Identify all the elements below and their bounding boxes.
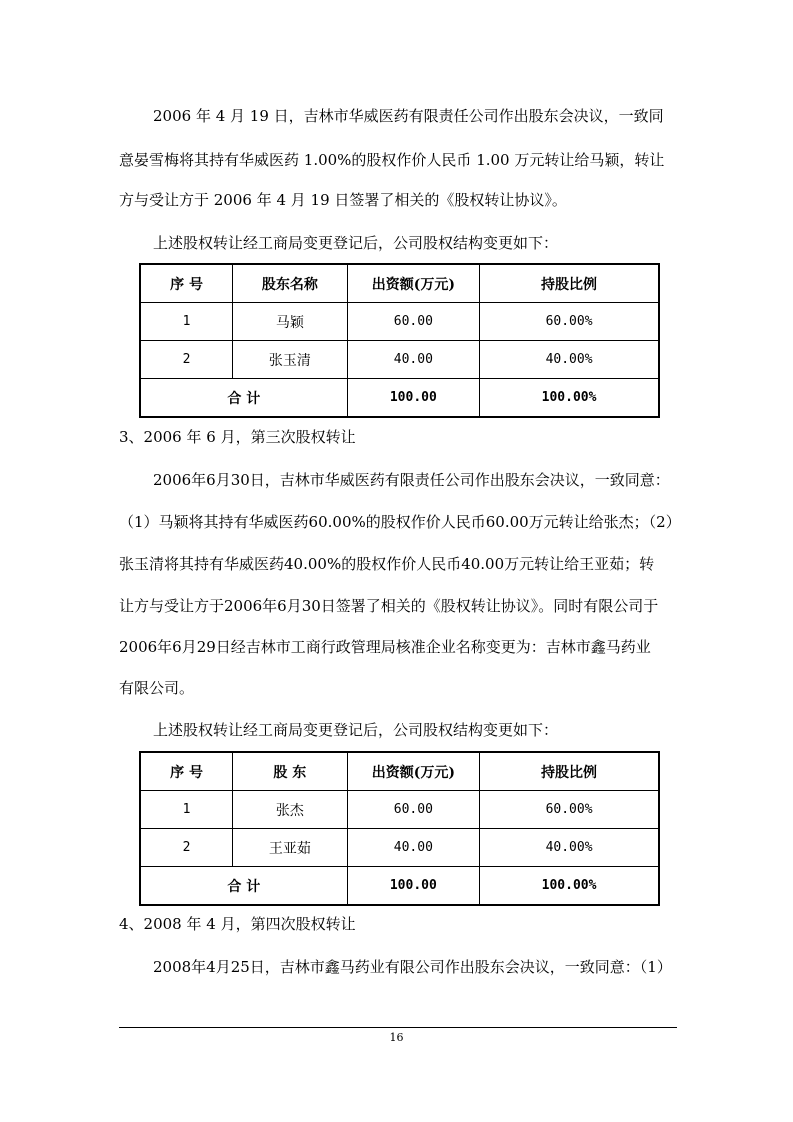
page-number: 16 — [389, 1031, 404, 1044]
paragraph-line: 2006 年 4 月 19 日，吉林市华威医药有限责任公司作出股东会决议，一致同 — [153, 107, 664, 125]
table-row — [140, 341, 659, 379]
header-cell-name: 股东名称 — [233, 264, 347, 303]
table-row — [140, 791, 659, 829]
paragraph-line: 让方与受让方于2006年6月30日签署了相关的《股权转让协议》。同时有限公司于 — [119, 597, 659, 615]
total-ratio: 100.00% — [480, 867, 659, 906]
paragraph-line: 2006年6月30日，吉林市华威医药有限责任公司作出股东会决议，一致同意： — [153, 471, 670, 489]
footer-divider — [119, 1027, 677, 1028]
paragraph-line: 方与受让方于 2006 年 4 月 19 日签署了相关的《股权转让协议》。 — [119, 191, 567, 209]
cell-ratio: 60.00% — [480, 791, 659, 829]
total-label: 合 计 — [140, 867, 347, 906]
cell-amount: 40.00 — [347, 341, 480, 379]
cell-amount: 60.00 — [347, 791, 480, 829]
table-row — [140, 829, 659, 867]
cell-amount: 40.00 — [347, 829, 480, 867]
header-cell-ratio: 持股比例 — [480, 752, 659, 791]
paragraph-line: 2006年6月29日经吉林市工商行政管理局核准企业名称变更为：吉林市鑫马药业 — [119, 638, 651, 656]
table-header-row — [140, 752, 659, 791]
header-cell-amount: 出资额(万元) — [347, 264, 480, 303]
cell-ratio: 60.00% — [480, 303, 659, 341]
table-row — [140, 303, 659, 341]
cell-name: 张杰 — [233, 791, 347, 829]
cell-no: 2 — [140, 829, 233, 867]
cell-no: 1 — [140, 791, 233, 829]
header-cell-ratio: 持股比例 — [480, 264, 659, 303]
equity-table-2 — [139, 751, 660, 906]
paragraph-line: 2008年4月25日，吉林市鑫马药业有限公司作出股东会决议，一致同意：（1） — [153, 958, 672, 976]
paragraph-line: 张玉清将其持有华威医药40.00%的股权作价人民币40.00万元转让给王亚茹；转 — [119, 555, 655, 573]
cell-name: 马颖 — [233, 303, 347, 341]
header-cell-no: 序 号 — [140, 752, 233, 791]
cell-name: 张玉清 — [233, 341, 347, 379]
cell-no: 2 — [140, 341, 233, 379]
cell-no: 1 — [140, 303, 233, 341]
header-cell-no: 序 号 — [140, 264, 233, 303]
total-amount: 100.00 — [347, 379, 480, 418]
cell-name: 王亚茹 — [233, 829, 347, 867]
header-cell-amount: 出资额(万元) — [347, 752, 480, 791]
cell-ratio: 40.00% — [480, 341, 659, 379]
cell-amount: 60.00 — [347, 303, 480, 341]
header-cell-name: 股 东 — [233, 752, 347, 791]
paragraph-line: 上述股权转让经工商局变更登记后，公司股权结构变更如下： — [153, 721, 559, 739]
paragraph-line: 有限公司。 — [119, 679, 195, 697]
table-total-row — [140, 867, 659, 906]
section-heading: 4、2008 年 4 月，第四次股权转让 — [119, 915, 356, 933]
paragraph-line: 上述股权转让经工商局变更登记后，公司股权结构变更如下： — [153, 234, 559, 252]
cell-ratio: 40.00% — [480, 829, 659, 867]
total-amount: 100.00 — [347, 867, 480, 906]
total-label: 合 计 — [140, 379, 347, 418]
section-heading: 3、2006 年 6 月，第三次股权转让 — [119, 428, 356, 446]
total-ratio: 100.00% — [480, 379, 659, 418]
equity-table-1 — [139, 263, 660, 418]
table-header-row — [140, 264, 659, 303]
paragraph-line: （1）马颖将其持有华威医药60.00%的股权作价人民币60.00万元转让给张杰；（2） — [119, 513, 681, 531]
paragraph-line: 意晏雪梅将其持有华威医药 1.00%的股权作价人民币 1.00 万元转让给马颖，转让 — [119, 151, 665, 169]
table-total-row — [140, 379, 659, 418]
